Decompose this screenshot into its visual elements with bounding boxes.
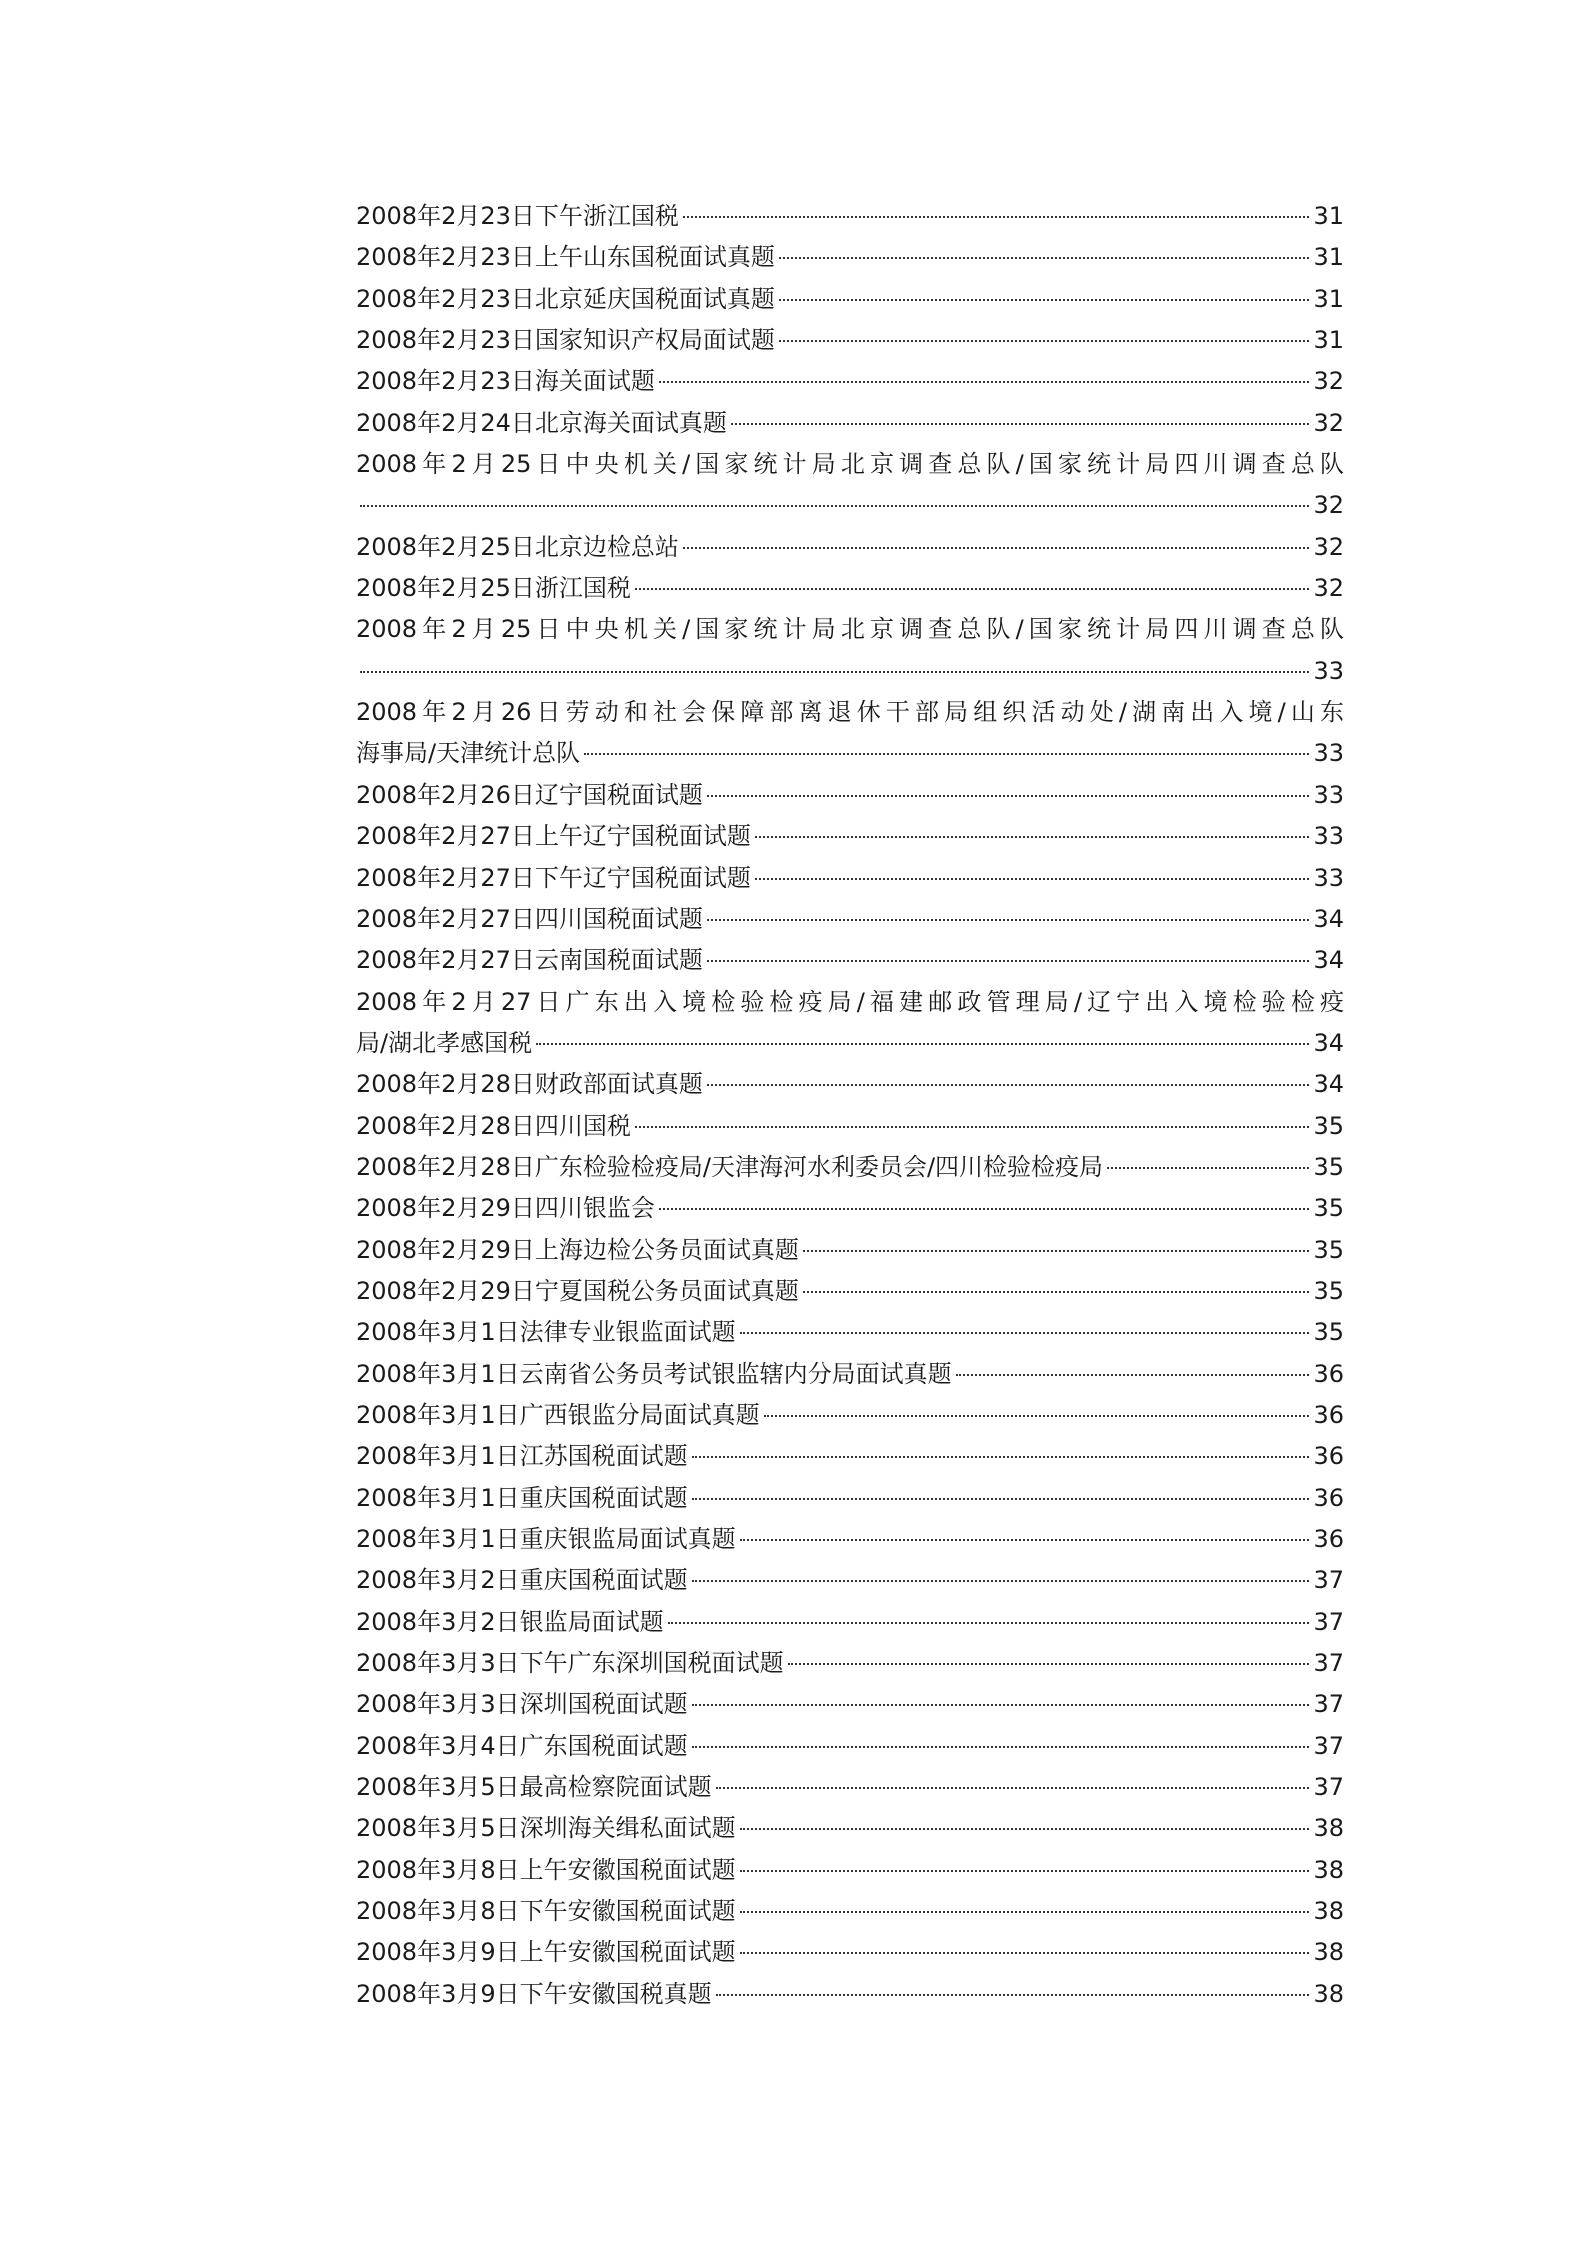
dot-leader [788,1663,1310,1665]
toc-entry[interactable] [356,1436,1344,1477]
toc-entry[interactable] [356,816,1344,857]
dot-leader [692,1704,1310,1706]
toc-entry-title: 2008年2月25日北京边检总站 [356,532,679,561]
dot-leader [716,1994,1310,1996]
toc-entry[interactable] [356,940,1344,981]
toc-entry-page: 36 [1313,1525,1344,1553]
toc-entry-title: 2008年3月1日云南省公务员考试银监辖内分局面试真题 [356,1359,952,1388]
toc-entry[interactable] [356,1230,1344,1271]
toc-entry-title: 2008年2月25日中央机关/国家统计局北京调查总队/国家统计局四川调查总队 [356,615,1344,644]
toc-entry-title: 2008年2月25日浙江国税 [356,574,631,603]
toc-entry-page: 34 [1313,1070,1344,1099]
toc-entry-page: 34 [1313,1028,1344,1057]
toc-entry-title: 2008年2月23日上午山东国税面试真题 [356,243,775,272]
toc-entry[interactable] [356,1560,1344,1601]
toc-entry-page: 35 [1313,1194,1344,1223]
toc-entry-title: 2008年2月26日劳动和社会保障部离退休干部局组织活动处/湖南出入境/山东 [356,698,1344,727]
toc-entry[interactable] [356,1312,1344,1353]
toc-entry[interactable] [356,568,1344,609]
toc-entry[interactable] [356,692,1344,775]
toc-entry[interactable] [356,775,1344,816]
toc-entry[interactable] [356,1147,1344,1188]
toc-entry[interactable] [356,279,1344,320]
toc-entry[interactable] [356,1188,1344,1229]
toc-entry-title: 2008年3月5日最高检察院面试题 [356,1773,712,1802]
toc-entry-page: 35 [1313,1276,1344,1305]
toc-entry-page: 37 [1313,1607,1344,1636]
toc-entry-page: 38 [1313,1855,1344,1884]
dot-leader [707,1084,1310,1086]
toc-entry-page: 36 [1313,1483,1344,1512]
toc-entry-page: 35 [1313,1235,1344,1264]
dot-leader [536,1043,1309,1045]
toc-entry-page: 38 [1313,1814,1344,1843]
toc-entry-title: 2008年3月1日重庆国税面试题 [356,1483,688,1512]
toc-entry-title: 2008年3月1日江苏国税面试题 [356,1442,688,1471]
toc-entry-title: 2008年2月29日上海边检公务员面试真题 [356,1235,799,1264]
dot-leader [731,423,1310,425]
toc-entry-title-continued: 海事局/天津统计总队 [356,739,581,768]
toc-entry[interactable] [356,527,1344,568]
dot-leader [707,960,1310,962]
toc-entry[interactable] [356,1726,1344,1767]
toc-entry-page: 37 [1313,1731,1344,1760]
toc-entry[interactable] [356,444,1344,527]
toc-entry-title-continued: 局/湖北孝感国税 [356,1028,533,1057]
toc-entry-title: 2008年3月1日法律专业银监面试题 [356,1318,736,1347]
toc-entry[interactable] [356,1767,1344,1808]
toc-entry-title: 2008年3月4日广东国税面试题 [356,1731,688,1760]
toc-entry-page: 37 [1313,1566,1344,1595]
toc-entry-title: 2008年2月27日广东出入境检验检疫局/福建邮政管理局/辽宁出入境检验检疫 [356,987,1344,1016]
toc-entry-title: 2008年2月23日下午浙江国税 [356,202,679,230]
toc-entry[interactable] [356,1478,1344,1519]
toc-entry-title: 2008年3月2日银监局面试题 [356,1607,664,1636]
dot-leader [740,1539,1310,1541]
toc-entry-page: 37 [1313,1649,1344,1678]
dot-leader [683,547,1310,549]
dot-leader [707,919,1310,921]
toc-entry[interactable] [356,1271,1344,1312]
toc-entry-title: 2008年2月26日辽宁国税面试题 [356,780,703,809]
toc-entry-page: 31 [1313,326,1344,355]
toc-entry-title: 2008年3月8日下午安徽国税面试题 [356,1897,736,1926]
toc-entry-page: 32 [1313,491,1344,520]
toc-entry-page: 33 [1313,739,1344,768]
toc-entry-title: 2008年3月8日上午安徽国税面试题 [356,1855,736,1884]
dot-leader [692,1498,1310,1500]
toc-entry[interactable] [356,1395,1344,1436]
toc-entry[interactable] [356,1602,1344,1643]
toc-entry-page: 37 [1313,1690,1344,1719]
dot-leader [740,1911,1310,1913]
toc-entry-page: 33 [1313,780,1344,809]
toc-entry-page: 35 [1313,1152,1344,1181]
dot-leader [956,1374,1310,1376]
dot-leader [584,753,1309,755]
table-of-contents [356,196,1344,2015]
toc-entry-page: 32 [1313,574,1344,603]
dot-leader [740,1952,1310,1954]
dot-leader [707,795,1310,797]
toc-entry[interactable] [356,1891,1344,1932]
toc-entry-title: 2008年2月25日中央机关/国家统计局北京调查总队/国家统计局四川调查总队 [356,450,1344,479]
toc-entry-page: 32 [1313,532,1344,561]
dot-leader [716,1787,1310,1789]
toc-entry-title: 2008年3月9日下午安徽国税真题 [356,1979,712,2008]
dot-leader [635,1126,1310,1128]
toc-entry-title: 2008年2月29日四川银监会 [356,1194,655,1223]
toc-entry[interactable] [356,1106,1344,1147]
dot-leader [779,299,1310,301]
dot-leader [740,1828,1310,1830]
toc-entry[interactable] [356,1064,1344,1105]
toc-entry-page: 34 [1313,904,1344,933]
dot-leader [740,1332,1310,1334]
toc-entry-title: 2008年2月24日北京海关面试真题 [356,408,727,437]
dot-leader [692,1746,1310,1748]
toc-entry[interactable] [356,403,1344,444]
toc-entry[interactable] [356,1808,1344,1849]
toc-entry[interactable] [356,1684,1344,1725]
toc-entry-page: 37 [1313,1773,1344,1802]
toc-entry-page: 38 [1313,1897,1344,1926]
toc-entry[interactable] [356,609,1344,692]
dot-leader [803,1291,1310,1293]
dot-leader [692,1456,1310,1458]
toc-entry-page: 32 [1313,367,1344,396]
toc-entry-page: 36 [1313,1359,1344,1388]
toc-entry[interactable] [356,196,1344,237]
toc-entry-title: 2008年3月1日广西银监分局面试真题 [356,1400,760,1429]
toc-entry-page: 33 [1313,656,1344,685]
toc-entry-title: 2008年2月28日四川国税 [356,1111,631,1140]
toc-entry[interactable] [356,899,1344,940]
dot-leader [635,588,1310,590]
toc-entry-title: 2008年2月23日国家知识产权局面试题 [356,326,775,355]
toc-entry-title: 2008年2月28日广东检验检疫局/天津海河水利委员会/四川检验检疫局 [356,1152,1104,1181]
toc-entry[interactable] [356,1354,1344,1395]
toc-entry-page: 36 [1313,1442,1344,1471]
dot-leader [659,1208,1310,1210]
toc-entry-page: 33 [1313,822,1344,851]
toc-entry-title: 2008年2月27日云南国税面试题 [356,946,703,975]
toc-entry-title: 2008年3月3日深圳国税面试题 [356,1690,688,1719]
toc-entry-page: 36 [1313,1400,1344,1429]
toc-entry-title: 2008年3月1日重庆银监局面试真题 [356,1525,736,1553]
toc-entry-title: 2008年2月28日财政部面试真题 [356,1070,703,1099]
toc-entry-page: 31 [1313,202,1344,230]
dot-leader [779,257,1310,259]
dot-leader [755,878,1310,880]
toc-entry[interactable] [356,361,1344,402]
toc-entry-page: 35 [1313,1111,1344,1140]
dot-leader [360,505,1309,507]
toc-entry-title: 2008年3月3日下午广东深圳国税面试题 [356,1649,784,1678]
toc-entry-title: 2008年3月5日深圳海关缉私面试题 [356,1814,736,1843]
dot-leader [803,1250,1310,1252]
dot-leader [1107,1167,1309,1169]
toc-entry[interactable] [356,1974,1344,2015]
dot-leader [360,671,1309,673]
dot-leader [659,381,1310,383]
dot-leader [740,1870,1310,1872]
toc-entry-title: 2008年2月23日北京延庆国税面试真题 [356,284,775,313]
dot-leader [755,836,1310,838]
toc-entry-title: 2008年2月27日四川国税面试题 [356,904,703,933]
dot-leader [764,1415,1310,1417]
toc-entry-title: 2008年2月27日上午辽宁国税面试题 [356,822,751,851]
toc-entry[interactable] [356,1643,1344,1684]
dot-leader [779,340,1310,342]
toc-entry-page: 33 [1313,863,1344,892]
toc-entry[interactable] [356,1850,1344,1891]
toc-entry[interactable] [356,1519,1344,1560]
toc-entry-page: 34 [1313,946,1344,975]
toc-entry-page: 38 [1313,1979,1344,2008]
toc-entry-page: 31 [1313,284,1344,313]
toc-entry-title: 2008年2月23日海关面试题 [356,367,655,396]
toc-entry-page: 35 [1313,1318,1344,1347]
toc-entry-page: 32 [1313,408,1344,437]
dot-leader [668,1622,1310,1624]
dot-leader [683,216,1310,218]
toc-entry[interactable] [356,982,1344,1065]
toc-entry-title: 2008年3月2日重庆国税面试题 [356,1566,688,1595]
toc-entry[interactable] [356,237,1344,278]
toc-entry-page: 31 [1313,243,1344,272]
toc-entry[interactable] [356,1932,1344,1973]
toc-entry-page: 38 [1313,1938,1344,1967]
dot-leader [692,1580,1310,1582]
toc-entry-title: 2008年2月29日宁夏国税公务员面试真题 [356,1276,799,1305]
toc-entry[interactable] [356,320,1344,361]
toc-entry[interactable] [356,858,1344,899]
toc-entry-title: 2008年3月9日上午安徽国税面试题 [356,1938,736,1967]
toc-entry-title: 2008年2月27日下午辽宁国税面试题 [356,863,751,892]
